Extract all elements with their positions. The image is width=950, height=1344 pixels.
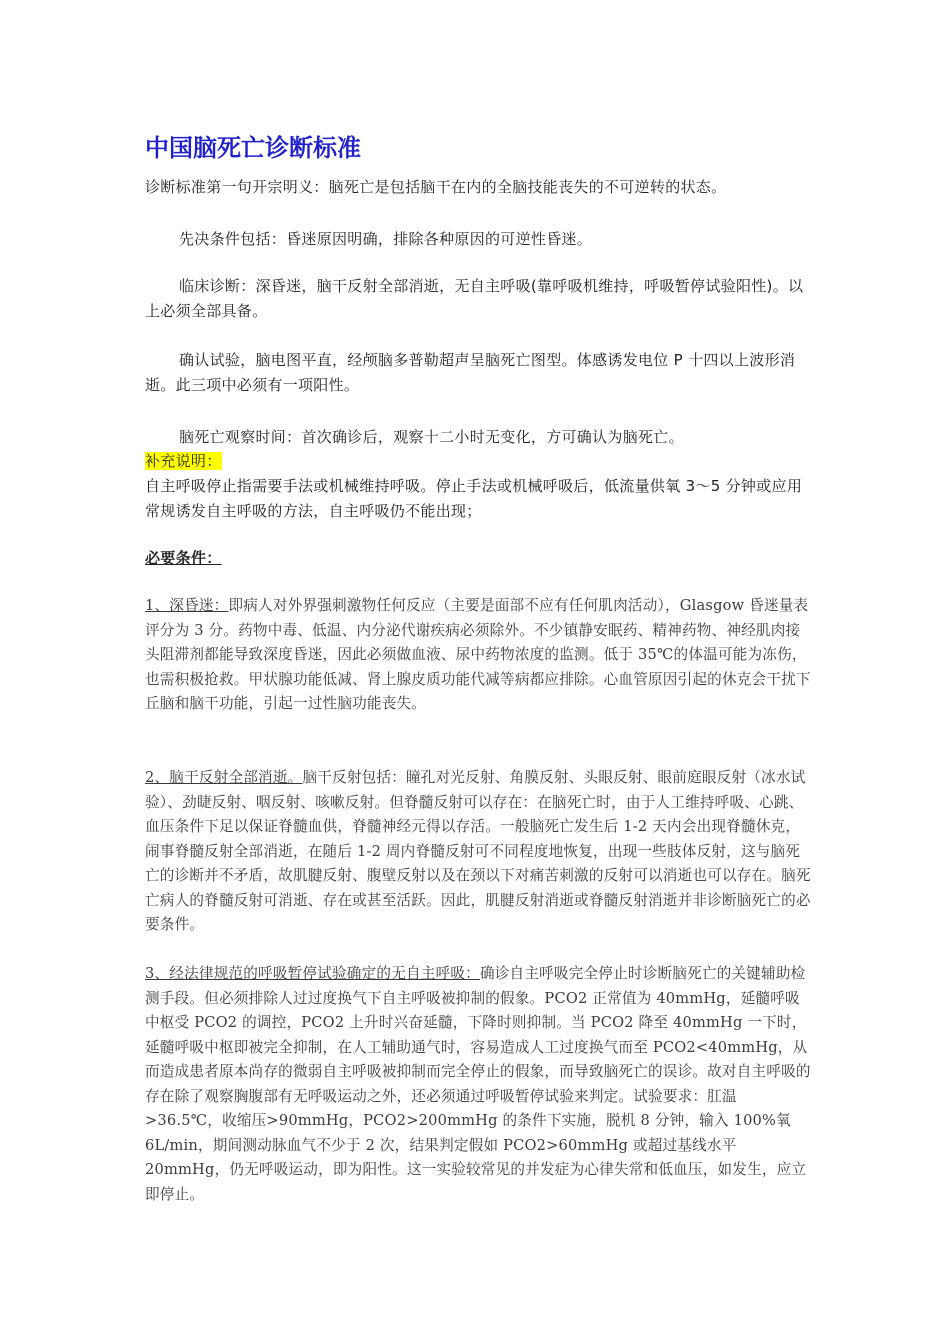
section-heading: 3、经法律规范的呼吸暂停试验确定的无自主呼吸： bbox=[145, 965, 480, 982]
supplement-label: 补充说明： bbox=[145, 452, 222, 470]
section-body: 确诊自主呼吸完全停止时诊断脑死亡的关键辅助检测手段。但必须排除人过过度换气下自主呼吸被抑制的假象。PCO2 正常值为 40mmHg，延髓呼吸中枢受 PCO2 的调控，PCO2 上升时兴奋延髓，下降时则抑制。当 PCO2 降至 40mmHg 一下时，延髓呼吸中枢即被完全抑制，在人工辅助通气时，容易造成人工过度换气而至 PCO2<40mmHg，从而造成患者原本尚存的微弱自主呼吸被抑制而完全停止的假象，而导致脑死亡的误诊。故对自主呼吸的存在除了观察胸腹部有无呼吸运动之外，还必须通过呼吸暂停试验来判定。试验要求：肛温>36.5℃，收缩压>90mmHg，PCO2>200mmHg 的条件下实施，脱机 8 分钟，输入 100%氧 6L/min，期间测动脉血气不少于 2 次，结果判定假如 PCO2>60mmHg 或超过基线水平 20mmHg，仍无呼吸运动，即为阳性。这一实验较常见的并发症为心律失常和低血压，如发生，应立即停止。 bbox=[145, 965, 811, 1203]
supplement-label-line bbox=[145, 449, 811, 474]
prerequisite-paragraph: 先决条件包括：昏迷原因明确，排除各种原因的可逆性昏迷。 bbox=[179, 230, 593, 248]
section-deep-coma bbox=[145, 594, 813, 717]
section-heading: 1、深昏迷： bbox=[145, 597, 229, 614]
confirmation-test-paragraph: 确认试验，脑电图平直，经颅脑多普勒超声呈脑死亡图型。体感诱发电位 P 十四以上波形消逝。此三项中必须有一项阳性。 bbox=[145, 351, 796, 394]
section-apnea-test bbox=[145, 962, 813, 1207]
supplement-paragraph: 自主呼吸停止指需要手法或机械维持呼吸。停止手法或机械呼吸后，低流量供氧 3～5 分钟或应用常规诱发自主呼吸的方法，自主呼吸仍不能出现； bbox=[145, 477, 803, 520]
observation-time-paragraph: 脑死亡观察时间：首次确诊后，观察十二小时无变化，方可确认为脑死亡。 bbox=[179, 428, 684, 446]
necessary-conditions-label: 必要条件： bbox=[145, 549, 222, 567]
section-body: 即病人对外界强刺激物任何反应（主要是面部不应有任何肌肉活动），Glasgow 昏迷量表评分为 3 分。药物中毒、低温、内分泌代谢疾病必须除外。不少镇静安眠药、精神药物、神经肌肉接头阻滞剂都能导致深度昏迷，因此必须做血液、尿中药物浓度的监测。低于 35℃的体温可能为冻伤，也需积极抢救。甲状腺功能低减、肾上腺皮质功能代减等病都应排除。心血管原因引起的休克会干扰下丘脑和脑干功能，引起一过性脑功能丧失。 bbox=[145, 597, 811, 712]
section-body: 脑干反射包括：瞳孔对光反射、角膜反射、头眼反射、眼前庭眼反射（冰水试验）、劲睫反射、咽反射、咳嗽反射。但脊髓反射可以存在：在脑死亡时，由于人工维持呼吸、心跳、血压条件下足以保证脊髓血供，脊髓神经元得以存活。一般脑死亡发生后 1-2 天内会出现脊髓休克，闹事脊髓反射全部消逝，在随后 1-2 周内脊髓反射可不同程度地恢复，出现一些肢体反射，这与脑死亡的诊断并不矛盾，故肌腱反射、腹壁反射以及在颈以下对痛苦刺激的反射可以消逝也可以存在。脑死亡病人的脊髓反射可消逝、存在或甚至活跃。因此，肌腱反射消逝或脊髓反射消逝并非诊断脑死亡的必要条件。 bbox=[145, 769, 811, 933]
section-heading: 2、脑干反射全部消逝。 bbox=[145, 769, 303, 786]
document-title: 中国脑死亡诊断标准 bbox=[145, 134, 361, 162]
necessary-conditions-line bbox=[145, 546, 811, 571]
clinical-diagnosis-paragraph: 临床诊断：深昏迷，脑干反射全部消逝，无自主呼吸(靠呼吸机维持，呼吸暂停试验阳性)。以上必须全部具备。 bbox=[145, 277, 804, 320]
section-brainstem-reflex bbox=[145, 766, 813, 938]
intro-paragraph: 诊断标准第一句开宗明义：脑死亡是包括脑干在内的全脑技能丧失的不可逆转的状态。 bbox=[145, 178, 727, 196]
